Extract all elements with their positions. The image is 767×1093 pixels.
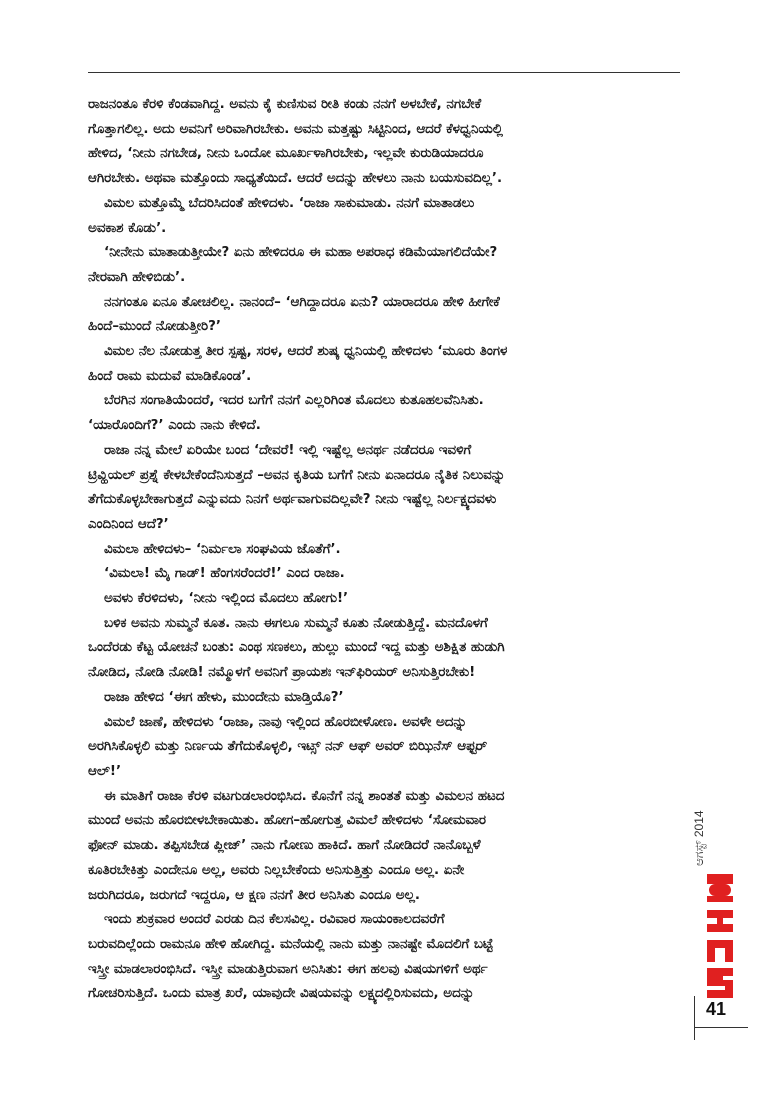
- text-line: ರಾಜಾ ನನ್ನ ಮೇಲೆ ಏರಿಯೇ ಬಂದ ‘ದೇವರೆ! ಇಲ್ಲಿ ಇಷ್ಟೆಲ್ಲ ಅನರ್ಥ ನಡೆದರೂ ಇವಳಿಗೆ: [104, 442, 472, 458]
- text-line: ಒಂದೆರಡು ಕೆಟ್ಟ ಯೋಚನೆ ಬಂತು: ಎಂಥ ಸಣಕಲು, ಹುಲ್ಲು ಮುಂದೆ ಇದ್ದ ಮತ್ತು ಅಶಿಕ್ಷಿತ ಹುಡುಗಿ: [88, 640, 505, 656]
- text-line: ಹಿಂದೆ ರಾಮ ಮದುವೆ ಮಾಡಿಕೊಂಡ’.: [88, 368, 252, 384]
- page-number-rule-vertical: [694, 996, 695, 1040]
- text-line: ಟ್ರಿವ್ಹಿಯಲ್ ಪ್ರಶ್ನೆ ಕೇಳಬೇಕೆಂದೆನಿಸುತ್ತದೆ –ಅವನ ಕೃತಿಯ ಬಗೆಗೆ ನೀನು ಏನಾದರೂ ನೈತಿಕ ನಿಲುವನ್ನು: [88, 467, 506, 483]
- text-line: ವಿಮಲ ನೆಲ ನೋಡುತ್ತ ತೀರ ಸ್ಪಷ್ಟ, ಸರಳ, ಆದರೆ ಶುಷ್ಕ ಧ್ವನಿಯಲ್ಲಿ ಹೇಳಿದಳು ‘ಮೂರು ತಿಂಗಳ: [104, 344, 508, 360]
- paragraph: [88, 340, 684, 389]
- text-line: ಎಂದಿನಿಂದ ಆದೆ?’: [88, 516, 169, 532]
- paragraph: [88, 785, 684, 909]
- text-line: ‘ನೀನೇನು ಮಾತಾಡುತ್ತೀಯೇ? ಏನು ಹೇಳಿದರೂ ಈ ಮಹಾ ಅಪರಾಧ ಕಡಿಮೆಯಾಗಲಿದೆಯೇ?: [104, 245, 498, 261]
- text-line: ಇಸ್ತ್ರೀ ಮಾಡಲಾರಂಭಿಸಿದೆ. ಇಸ್ತ್ರೀ ಮಾಡುತ್ತಿರುವಾಗ ಅನಿಸಿತು: ಈಗ ಹಲವು ವಿಷಯಗಳಿಗೆ ಅರ್ಥ: [88, 961, 488, 977]
- paragraph: [88, 439, 684, 538]
- text-line: ಆಗಿರಬೇಕು. ಅಥವಾ ಮತ್ತೊಂದು ಸಾಧ್ಯತೆಯಿದೆ. ಆದರೆ ಅದನ್ನು ಹೇಳಲು ನಾನು ಬಯಸುವದಿಲ್ಲ’.: [88, 171, 503, 187]
- paragraph: [88, 538, 684, 563]
- text-line: ಬರುವದಿಲ್ಲೆಂದು ರಾಮನೂ ಹೇಳಿ ಹೋಗಿದ್ದ. ಮನೆಯಲ್ಲಿ ನಾನು ಮತ್ತು ನಾನಷ್ಟೇ ಮೊದಲಿಗೆ ಬಟ್ಟೆ: [88, 936, 494, 952]
- text-line: ಹೇಳಿದ, ‘ನೀನು ನಗಬೇಡ, ನೀನು ಒಂದೋ ಮೂರ್ಖಳಾಗಿರಬೇಕು, ಇಲ್ಲವೇ ಕುರುಡಿಯಾದರೂ: [88, 146, 484, 162]
- text-line: ಬೆರಗಿನ ಸಂಗಾತಿಯೆಂದರೆ, ಇದರ ಬಗೆಗೆ ನನಗೆ ಎಲ್ಲರಿಗಿಂತ ಮೊದಲು ಕುತೂಹಲವೆನಿಸಿತು.: [104, 393, 484, 409]
- header-rule: [88, 72, 680, 73]
- text-line: ನೇರವಾಗಿ ಹೇಳಿಬಿಡು’.: [88, 269, 186, 285]
- magazine-logo: [703, 868, 737, 1000]
- text-line: ಅರಗಿಸಿಕೊಳ್ಳಲಿ ಮತ್ತು ನಿರ್ಣಯ ತೆಗೆದುಕೊಳ್ಳಲಿ, ಇಟ್ಸ್ ನನ್ ಆಫ್ ಅವರ್ ಬಿಝಿನೆಸ್ ಆಫ್ಟರ್: [88, 739, 488, 755]
- text-line: ಗೋಚರಿಸುತ್ತಿದೆ. ಒಂದು ಮಾತ್ರ ಖರೆ, ಯಾವುದೇ ವಿಷಯವನ್ನು ಲಕ್ಷ್ಯದಲ್ಲಿರಿಸುವದು, ಅದನ್ನು: [88, 986, 475, 1002]
- issue-date: [692, 806, 712, 866]
- paragraph: [88, 389, 684, 438]
- paragraph: [88, 612, 684, 686]
- article-body: [88, 93, 684, 1007]
- text-line: ಹಿಂದೆ–ಮುಂದೆ ನೋಡುತ್ತೀರಿ?’: [88, 319, 221, 335]
- text-line: ರಾಜಾ ಹೇಳಿದ ‘ಈಗ ಹೇಳು, ಮುಂದೇನು ಮಾಡ್ತಿಯೊ?’: [104, 689, 344, 705]
- text-line: ಆಲ್!’: [88, 763, 122, 779]
- text-line: ತೆಗೆದುಕೊಳ್ಳಬೇಕಾಗುತ್ತದೆ ಎನ್ನುವದು ನಿನಗೆ ಅರ್ಥವಾಗುವದಿಲ್ಲವೇ? ನೀನು ಇಷ್ಟೆಲ್ಲ ನಿರ್ಲಕ್ಷ್ಯದವಳು: [88, 492, 497, 508]
- paragraph: [88, 192, 684, 241]
- text-line: ವಿಮಲಾ ಹೇಳಿದಳು– ‘ನಿರ್ಮಲಾ ಸಂಘವಿಯ ಜೊತೆಗೆ’.: [104, 541, 341, 557]
- paragraph: [88, 587, 684, 612]
- paragraph: [88, 241, 684, 290]
- text-line: ‘ಯಾರೊಂದಿಗೆ?’ ಎಂದು ನಾನು ಕೇಳಿದೆ.: [88, 418, 261, 434]
- paragraph: [88, 711, 684, 785]
- text-line: ವಿಮಲ ಮತ್ತೊಮ್ಮೆ ಬೆದರಿಸಿದಂತೆ ಹೇಳಿದಳು. ‘ರಾಜಾ ಸಾಕುಮಾಡು. ನನಗೆ ಮಾತಾಡಲು: [104, 195, 475, 211]
- paragraph: [88, 93, 684, 192]
- text-line: ಗೊತ್ತಾಗಲಿಲ್ಲ. ಅದು ಅವನಿಗೆ ಅರಿವಾಗಿರಬೇಕು. ಅವನು ಮತ್ತಷ್ಟು ಸಿಟ್ಟಿನಿಂದ, ಆದರೆ ಕೆಳಧ್ವನಿಯಲ್ಲಿ: [88, 121, 503, 137]
- paragraph: [88, 291, 684, 340]
- text-line: ಬಳಿಕ ಅವನು ಸುಮ್ಮನೆ ಕೂತ. ನಾನು ಈಗಲೂ ಸುಮ್ಮನೆ ಕೂತು ನೋಡುತ್ತಿದ್ದೆ. ಮನದೊಳಗೆ: [104, 615, 488, 631]
- text-line: ವಿಮಲೆ ಜಾಣೆ, ಹೇಳಿದಳು ‘ರಾಜಾ, ನಾವು ಇಲ್ಲಿಂದ ಹೊರಬೀಳೋಣ. ಅವಳೇ ಅದನ್ನು: [104, 714, 467, 730]
- text-line: ನೋಡಿದ, ನೋಡಿ ನೋಡಿ! ನಮ್ಮೊಳಗೆ ಅವನಿಗೆ ಪ್ರಾಯಶಃ ಇನ್‌ಫಿರಿಯರ್ ಅನಿಸುತ್ತಿರಬೇಕು!: [88, 665, 476, 681]
- text-line: ‘ವಿಮಲಾ! ಮೈ ಗಾಡ್! ಹೆಂಗಸರೆಂದರೆ!’ ಎಂದ ರಾಜಾ.: [104, 566, 345, 582]
- text-line: ಅವಕಾಶ ಕೊಡು’.: [88, 220, 167, 236]
- page-number-rule-horizontal: [694, 1027, 748, 1028]
- text-line: ರಾಜನಂತೂ ಕೆರಳಿ ಕೆಂಡವಾಗಿದ್ದ. ಅವನು ಕೈ ಕುಣಿಸುವ ರೀತಿ ಕಂಡು ನನಗೆ ಅಳಬೇಕೆ, ನಗಬೇಕೆ: [88, 97, 482, 112]
- text-line: ಫೋನ್ ಮಾಡು. ತಪ್ಪಿಸಬೇಡ ಪ್ಲೀಜ್’ ನಾನು ಗೋಣು ಹಾಕಿದೆ. ಹಾಗೆ ನೋಡಿದರೆ ನಾನೊಬ್ಬಳೆ: [88, 838, 481, 854]
- text-line: ಕೂತಿರಬೇಕಿತ್ತು ಎಂದೇನೂ ಅಲ್ಲ, ಅವರು ನಿಲ್ಲಬೇಕೆಂದು ಅನಿಸುತ್ತಿತ್ತು ಎಂದೂ ಅಲ್ಲ. ಏನೇ: [88, 862, 465, 878]
- paragraph: [88, 686, 684, 711]
- text-line: ಈ ಮಾತಿಗೆ ರಾಜಾ ಕೆರಳಿ ವಟಗುಡಲಾರಂಭಿಸಿದ. ಕೊನೆಗೆ ನನ್ನ ಶಾಂತತೆ ಮತ್ತು ವಿಮಲನ ಹಟದ: [104, 788, 505, 804]
- text-line: ನನಗಂತೂ ಏನೂ ತೋಚಲಿಲ್ಲ. ನಾನಂದೆ– ‘ಆಗಿದ್ದಾದರೂ ಏನು? ಯಾರಾದರೂ ಹೇಳಿ ಹೀಗೇಕೆ: [104, 294, 500, 310]
- text-line: ಮುಂದೆ ಅವನು ಹೊರಬೀಳಬೇಕಾಯಿತು. ಹೋಗ–ಹೋಗುತ್ತ ವಿಮಲೆ ಹೇಳಿದಳು ‘ಸೋಮವಾರ: [88, 813, 487, 829]
- text-line: ಜರುಗಿದರೂ, ಜರುಗದೆ ಇದ್ದರೂ, ಆ ಕ್ಷಣ ನನಗೆ ತೀರ ಅನಿಸಿತು ಎಂದೂ ಅಲ್ಲ.: [88, 887, 420, 903]
- paragraph: [88, 562, 684, 587]
- text-line: ಅವಳು ಕೆರಳಿದಳು, ‘ನೀನು ಇಲ್ಲಿಂದ ಮೊದಲು ಹೋಗು!’: [104, 591, 349, 607]
- page-number: 41: [706, 999, 727, 1019]
- text-line: ಇಂದು ಶುಕ್ರವಾರ ಅಂದರೆ ಎರಡು ದಿನ ಕೆಲಸವಿಲ್ಲ. ರವಿವಾರ ಸಾಯಂಕಾಲದವರೆಗೆ: [104, 912, 445, 928]
- issue-date-text: ಆಗಸ್ಟ್ 2014: [692, 810, 706, 866]
- paragraph: [88, 908, 684, 1007]
